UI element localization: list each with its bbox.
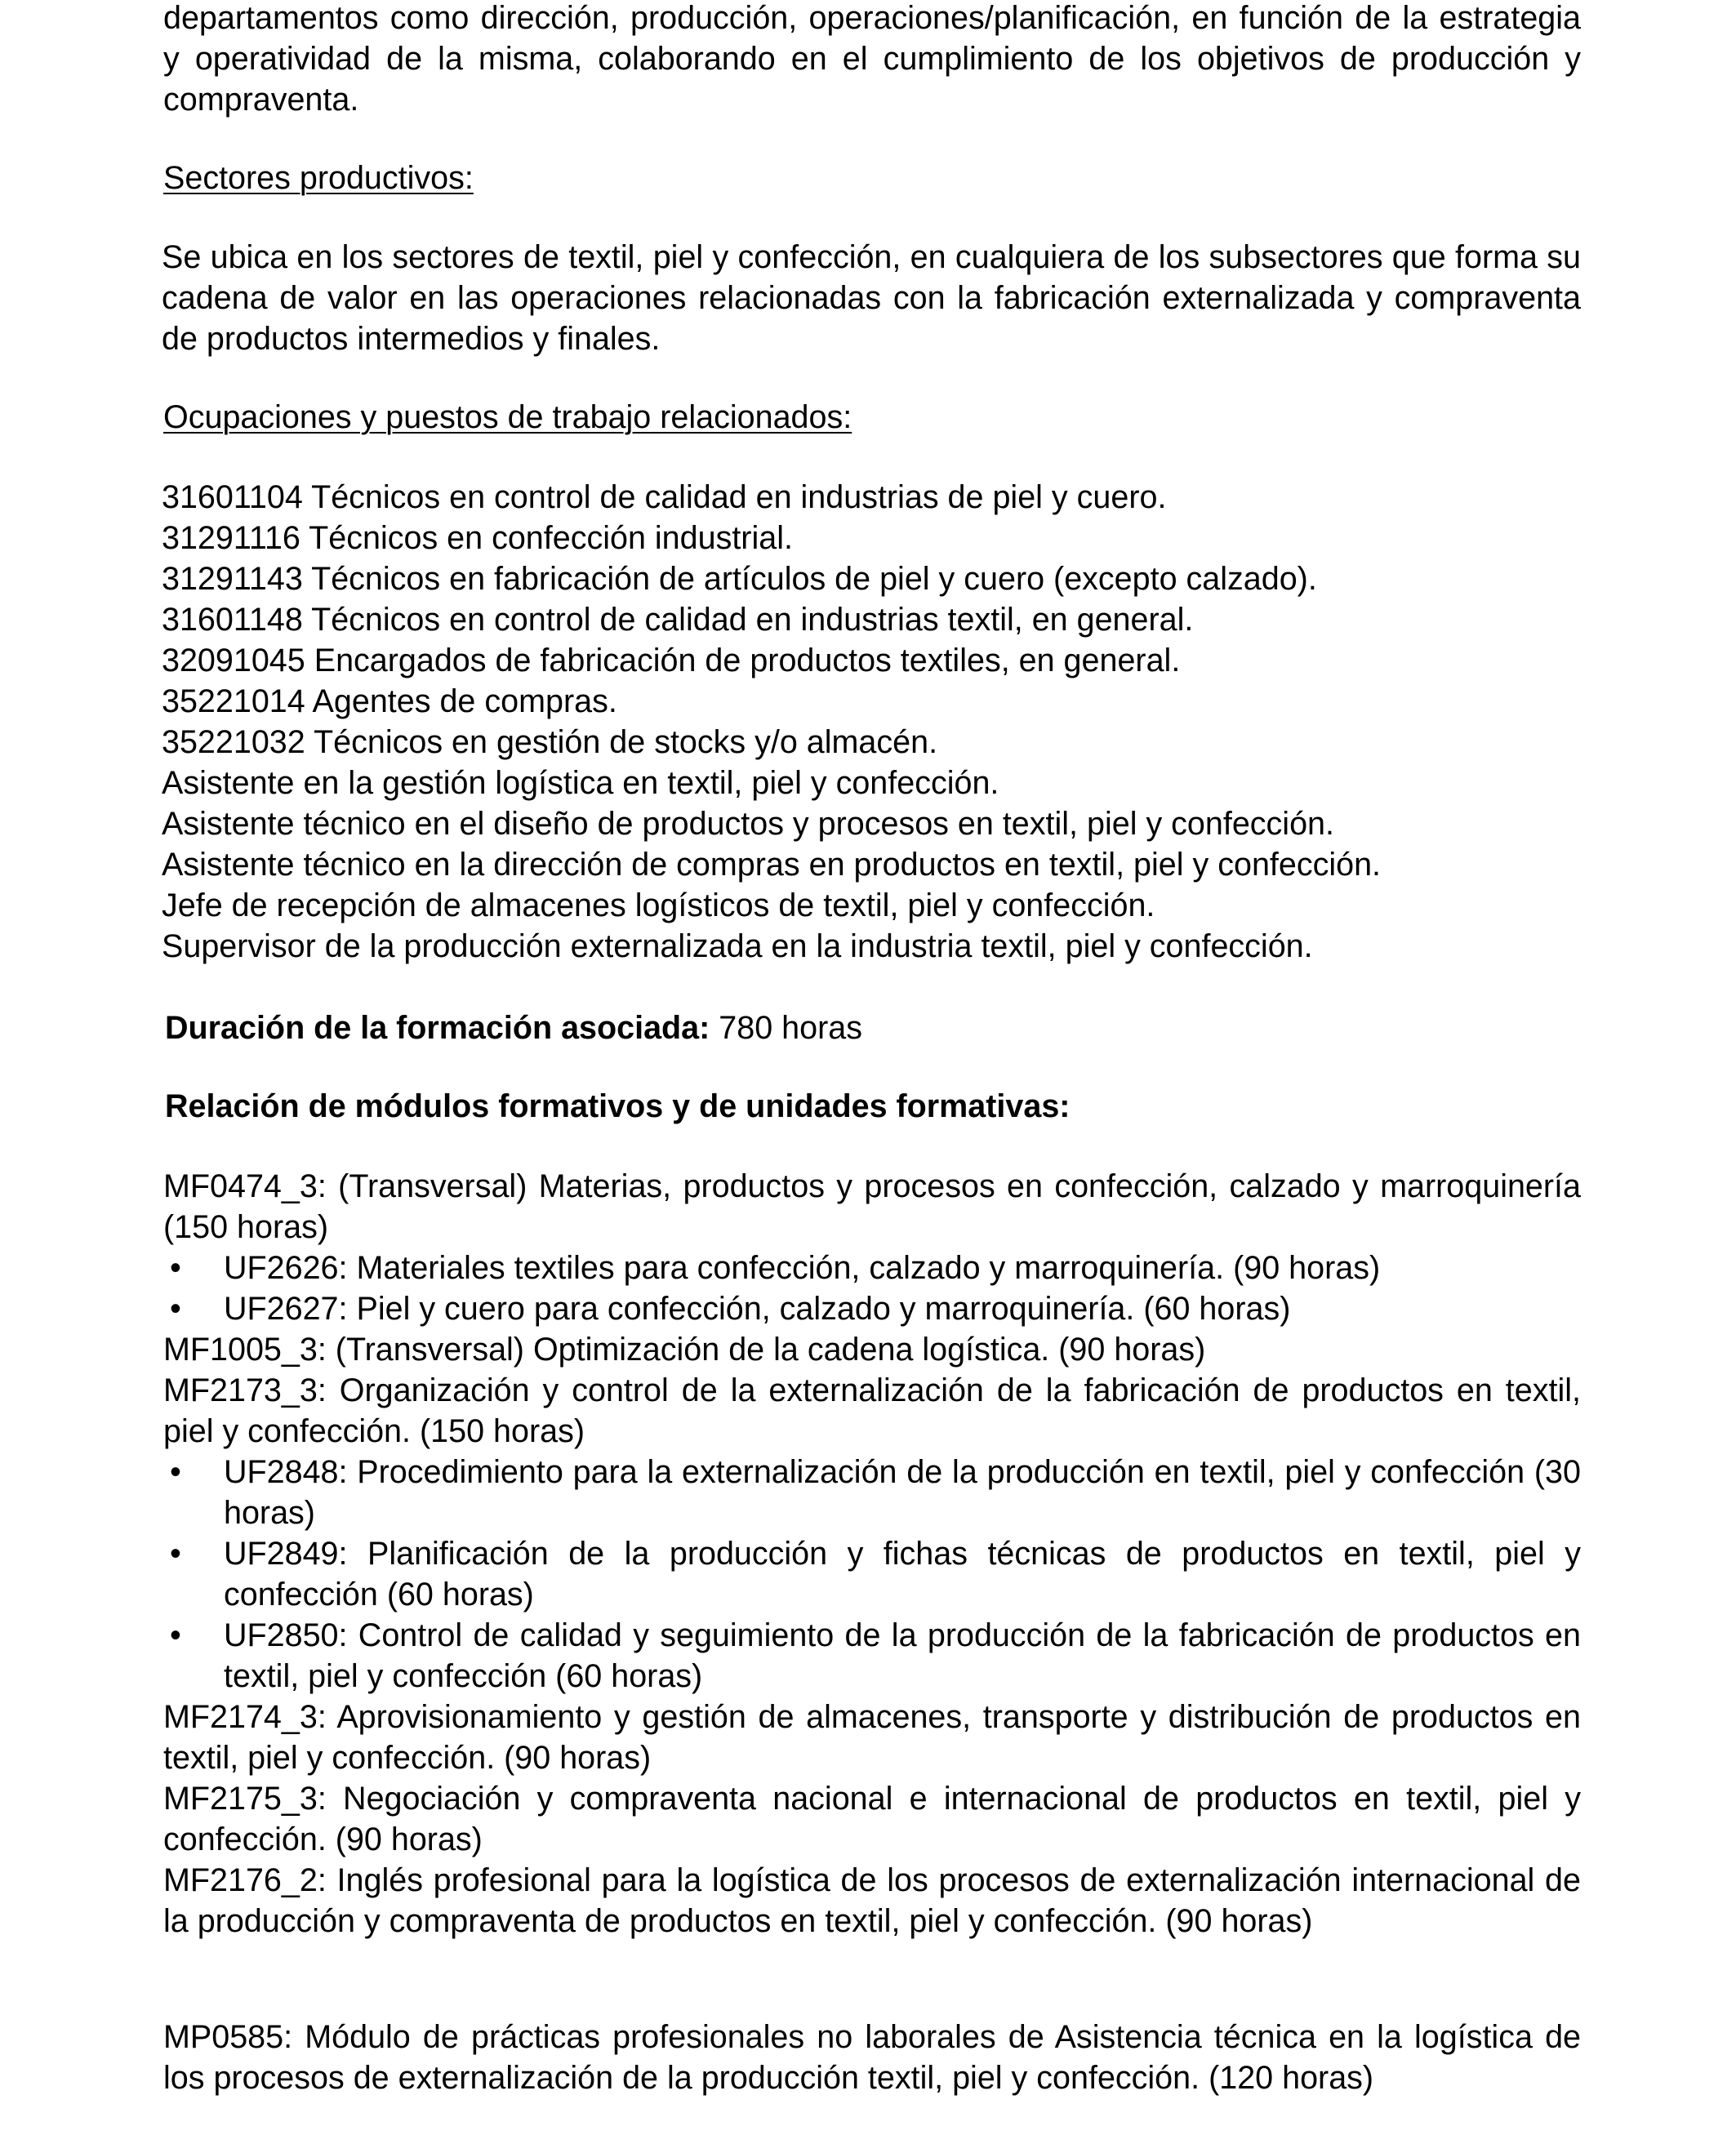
bullet-icon: •: [170, 1291, 181, 1327]
modulo-mp0585: MP0585: Módulo de prácticas profesionales no laborales de Asistencia técnica en la logística de los procesos de externalización de la producción textil, piel y confección. (120 horas): [163, 2019, 1581, 2096]
ocupacion-item: 35221014 Agentes de compras.: [162, 683, 617, 719]
ocupacion-item: Supervisor de la producción externalizada en la industria textil, piel y confección.: [162, 928, 1313, 964]
ocupaciones-list: [162, 477, 1381, 967]
unidad-uf2849-text: UF2849: Planificación de la producción y fichas técnicas de productos en textil, piel y confección (60 horas): [224, 1536, 1581, 1612]
ocupacion-item: Asistente técnico en la dirección de compras en productos en textil, piel y confección.: [162, 847, 1382, 883]
duracion-value: 780 horas: [710, 1010, 862, 1046]
modulos-list: [163, 1166, 1581, 1942]
modulo-mf2173: MF2173_3: Organización y control de la externalización de la fabricación de productos en textil, piel y confección. (150 horas): [163, 1372, 1581, 1449]
intro-continuation-paragraph: departamentos como dirección, producción, operaciones/planificación, en función de la estrategia y operatividad de la misma, colaborando en el cumplimiento de los objetivos de producción y compraventa.: [163, 0, 1581, 118]
unidad-uf2848: [163, 1452, 1581, 1533]
modulo-mf2174: MF2174_3: Aprovisionamiento y gestión de almacenes, transporte y distribución de productos en textil, piel y confección. (90 horas): [163, 1699, 1581, 1776]
modulo-mf1005: MF1005_3: (Transversal) Optimización de la cadena logística. (90 horas): [163, 1332, 1206, 1368]
ocupacion-item: Jefe de recepción de almacenes logísticos de textil, piel y confección.: [162, 887, 1155, 923]
unidad-uf2626: [163, 1248, 1581, 1288]
ocupacion-item: Asistente técnico en el diseño de productos y procesos en textil, piel y confección.: [162, 806, 1334, 842]
sectores-paragraph: Se ubica en los sectores de textil, piel y confección, en cualquiera de los subsectores que forma su cadena de valor en las operaciones relacionadas con la fabricación externalizada y compraventa de productos intermedios y finales.: [162, 239, 1581, 357]
ocupacion-item: 31291143 Técnicos en fabricación de artículos de piel y cuero (excepto calzado).: [162, 561, 1317, 597]
ocupacion-item: Asistente en la gestión logística en textil, piel y confección.: [162, 765, 999, 801]
modulo-mf0474: MF0474_3: (Transversal) Materias, productos y procesos en confección, calzado y marroquinería (150 horas): [163, 1168, 1581, 1245]
duracion-label: Duración de la formación asociada:: [165, 1010, 710, 1046]
ocupacion-item: 31601104 Técnicos en control de calidad en industrias de piel y cuero.: [162, 479, 1167, 515]
unidad-uf2627: [163, 1288, 1581, 1329]
unidad-uf2626-text: UF2626: Materiales textiles para confección, calzado y marroquinería. (90 horas): [224, 1250, 1381, 1286]
bullet-icon: •: [170, 1536, 181, 1572]
ocupaciones-heading: Ocupaciones y puestos de trabajo relacionados:: [163, 399, 852, 435]
bullet-icon: •: [170, 1250, 181, 1286]
unidad-uf2627-text: UF2627: Piel y cuero para confección, calzado y marroquinería. (60 horas): [224, 1291, 1291, 1327]
ocupacion-item: 32091045 Encargados de fabricación de productos textiles, en general.: [162, 643, 1181, 678]
modulo-mf2176: MF2176_2: Inglés profesional para la logística de los procesos de externalización internacional de la producción y compraventa de productos en textil, piel y confección. (90 horas): [163, 1862, 1581, 1939]
bullet-icon: •: [170, 1617, 181, 1653]
ocupacion-item: 31601148 Técnicos en control de calidad en industrias textil, en general.: [162, 602, 1194, 638]
sectores-heading: Sectores productivos:: [163, 160, 474, 196]
duracion-line: [165, 1008, 862, 1048]
unidad-uf2850: [163, 1615, 1581, 1697]
modulo-mf2175: MF2175_3: Negociación y compraventa nacional e internacional de productos en textil, piel y confección. (90 horas): [163, 1781, 1581, 1857]
bullet-icon: •: [170, 1454, 181, 1490]
ocupacion-item: 31291116 Técnicos en confección industrial.: [162, 520, 793, 556]
unidad-uf2850-text: UF2850: Control de calidad y seguimiento de la producción de la fabricación de productos en textil, piel y confección (60 horas): [224, 1617, 1581, 1694]
ocupacion-item: 35221032 Técnicos en gestión de stocks y/o almacén.: [162, 724, 938, 760]
relacion-heading: Relación de módulos formativos y de unidades formativas:: [165, 1088, 1071, 1124]
unidad-uf2849: [163, 1533, 1581, 1615]
unidad-uf2848-text: UF2848: Procedimiento para la externalización de la producción en textil, piel y confección (30 horas): [224, 1454, 1581, 1531]
